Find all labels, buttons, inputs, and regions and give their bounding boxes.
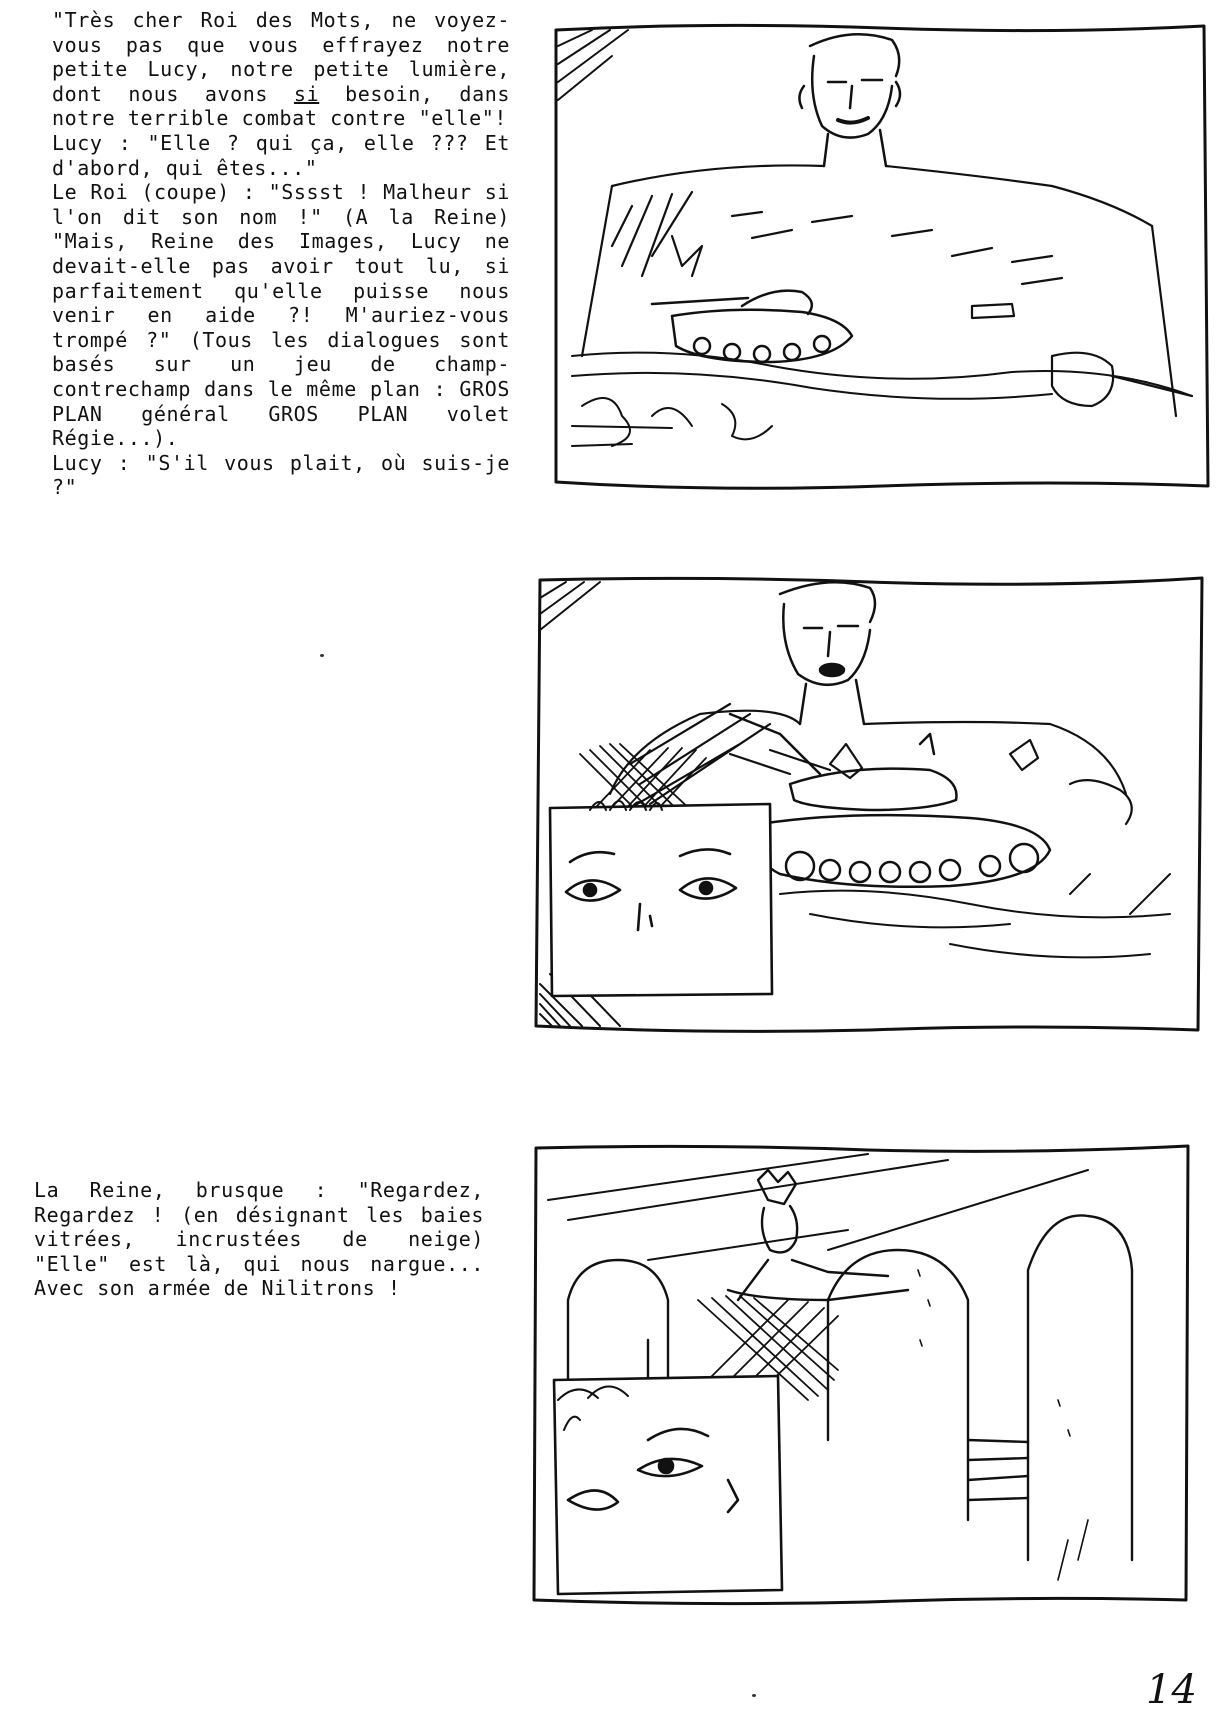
page-number: 14	[1146, 1667, 1197, 1713]
dialogue-paragraph-queen: La Reine, brusque : "Regardez, Regardez ! (en désignant les baies vitrées, incrustées de neige) "Elle" est là, qui nous nargue... Avec son armée de Nilitrons !	[34, 1178, 484, 1301]
panel-3-drawing	[528, 1140, 1194, 1610]
dialogue-paragraph-2: Lucy : "Elle ? qui ça, elle ??? Et d'abord, qui êtes..."	[52, 130, 510, 180]
dialogue-text-top	[52, 8, 510, 500]
ground-scribbles	[780, 874, 1170, 957]
storyboard-panel-1	[552, 16, 1212, 494]
storyboard-panel-3	[528, 1140, 1194, 1610]
tank-drawing	[730, 714, 1050, 887]
panel-1-drawing	[552, 16, 1212, 494]
king-figure	[780, 582, 875, 724]
arch-window-right	[1028, 1215, 1132, 1560]
underlined-word: si	[293, 81, 320, 106]
dialogue-paragraph-1	[52, 8, 510, 131]
lucy-inset	[554, 1376, 782, 1594]
dialogue-paragraph-4: Lucy : "S'il vous plait, où suis-je ?"	[52, 450, 510, 500]
ink-speck	[320, 654, 324, 657]
tank-drawing	[652, 291, 852, 362]
ground-scribbles	[572, 353, 1192, 446]
dialogue-paragraph-1-start: "Très cher Roi des Mots, ne voyez-vous pas que vous effrayez notre petite Lucy, notre petite lumière, dont nous avons	[52, 8, 510, 106]
storyboard-panel-2	[530, 574, 1210, 1034]
panel-2-drawing	[530, 574, 1210, 1034]
dialogue-paragraph-3: Le Roi (coupe) : "Sssst ! Malheur si l'on dit son nom !" (A la Reine) "Mais, Reine des Images, Lucy ne devait-elle pas avoir tout lu, si parfaitement qu'elle puisse nous venir en aide ?! M'auriez-vous trompé ?" (Tous les dialogues sont basés sur un jeu de champ-contrechamp dans le même plan : GROS PLAN général GROS PLAN volet Régie...).	[52, 180, 510, 451]
ceiling-lines	[548, 1154, 1088, 1260]
window-marks	[918, 1270, 1088, 1580]
dialogue-paragraph-1-end: besoin, dans notre terrible combat contre "elle"!	[52, 81, 510, 131]
lucy-inset	[550, 801, 772, 996]
corner-hatching	[558, 30, 628, 100]
ink-speck	[752, 1694, 756, 1697]
king-figure	[799, 34, 900, 166]
dialogue-text-bottom	[34, 1178, 484, 1301]
panel-1-frame	[556, 25, 1208, 488]
right-machinery	[972, 304, 1192, 406]
